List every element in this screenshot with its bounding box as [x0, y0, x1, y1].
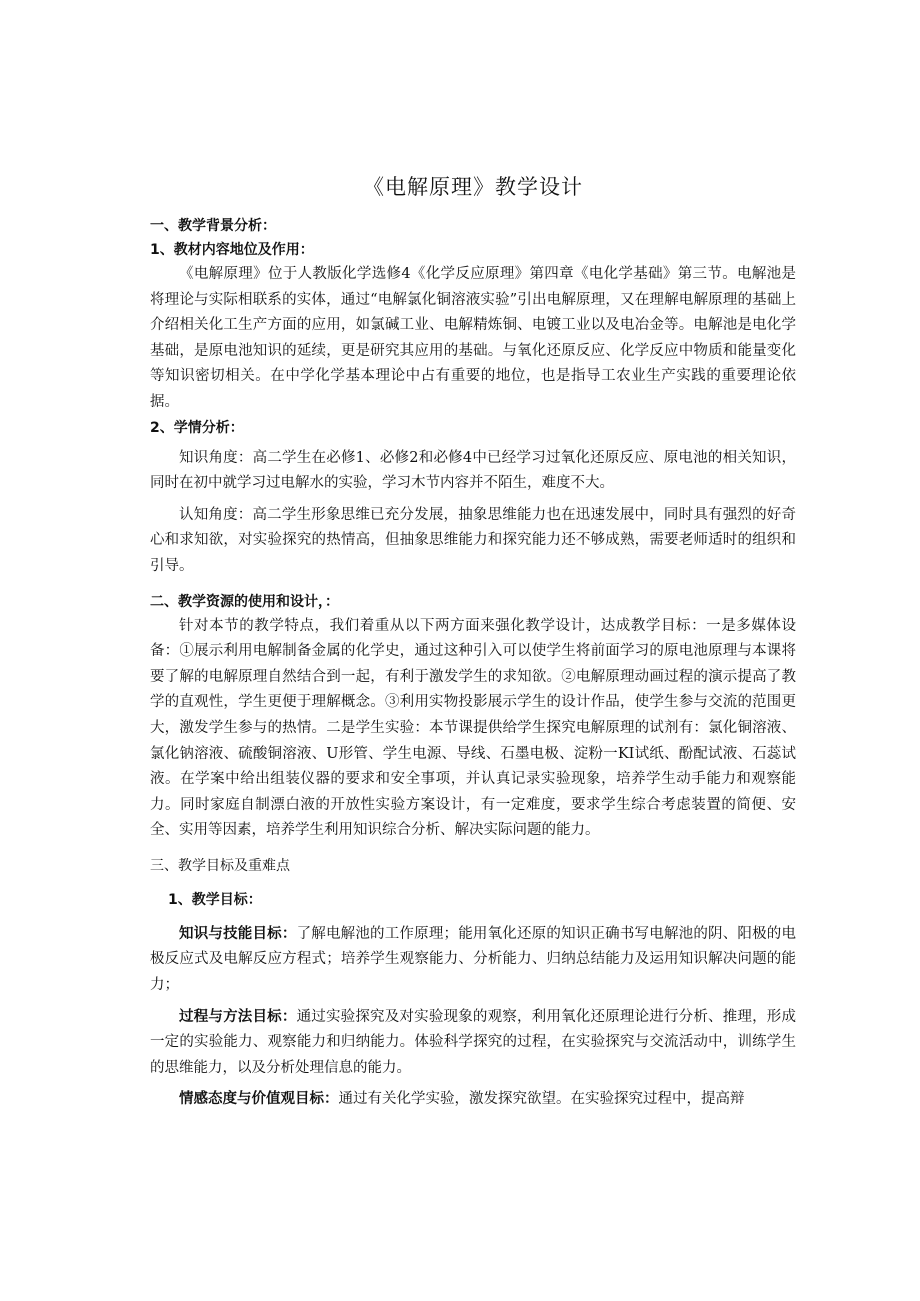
paragraph-goal-knowledge: [150, 922, 796, 999]
document-page: [150, 172, 796, 1113]
paragraph-textbook-role: 《电解原理》位于人教版化学选修4《化学反应原理》第四章《电化学基础》第三节。电解池是将理论与实际相联系的实体，通过“电解氯化铜溶液实验”引出电解原理，又在理解电解原理的基础上介绍相关化工生产方面的应用，如氯碱工业、电解精炼铜、电镀工业以及电冶金等。电解池是电化学基础，是原电池知识的延续，更是研究其应用的基础。与氧化还原反应、化学反应中物质和能量变化等知识密切相关。在中学化学基本理论中占有重要的地位，也是指导工农业生产实践的重要理论依据。: [150, 266, 796, 410]
goal-label-emotion: 情感态度与价值观目标：: [179, 1091, 339, 1108]
goal-text-emotion: 通过有关化学实验，激发探究欲望。在实验探究过程中，提高辩: [338, 1091, 745, 1108]
document-title: 《电解原理》教学设计: [363, 175, 583, 199]
goal-text-knowledge: 了解电解池的工作原理；能用氧化还原的知识正确书写电解池的阴、阳极的电极反应式及电解反应方程式；培养学生观察能力、分析能力、归纳总结能力及运用知识解决问题的能力；: [150, 925, 796, 994]
section-heading-resources: 二、教学资源的使用和设计，：: [150, 593, 339, 610]
paragraph-goal-process: [150, 1005, 796, 1082]
subsection-heading-student-analysis: 2、学情分析：: [150, 419, 244, 436]
section-heading-background: 一、教学背景分析：: [150, 218, 276, 234]
paragraph-goal-emotion: [150, 1087, 796, 1113]
goal-label-process: 过程与方法目标：: [179, 1008, 297, 1025]
paragraph-knowledge-angle: 知识角度：高二学生在必修1、必修2和必修4中已经学习过氧化还原反应、原电池的相关知识，同时在初中就学习过电解水的实验，学习木节内容并不陌生，难度不大。: [150, 449, 796, 492]
goal-label-knowledge: 知识与技能目标：: [179, 925, 297, 942]
paragraph-resources: 针对本节的教学特点，我们着重从以下两方面来强化教学设计，达成教学目标：一是多媒体设备：①展示利用电解制备金属的化学史，通过这种引入可以使学生将前面学习的原电池原理与本课将要了解的电解原理自然结合到一起，有利于激发学生的求知欲。②电解原理动画过程的演示提高了教学的直观性，学生更便于理解概念。③利用实物投影展示学生的设计作品，使学生参与交流的范围更大，激发学生参与的热情。二是学生实验：本节课提供给学生探究电解原理的试剂有：氯化铜溶液、氯化钠溶液、硫酸铜溶液、U形管、学生电源、导线、石墨电极、淀粉一KI试纸、酚配试液、石蕊试液。在学案中给出组装仪器的要求和安全事项，并认真记录实验现象，培养学生动手能力和观察能力。同时家庭自制漂白液的开放性实验方案设计，有一定难度，要求学生综合考虑装置的简便、安全、实用等因素，培养学生利用知识综合分析、解决实际问题的能力。: [150, 617, 796, 839]
goal-text-process: 通过实验探究及对实验现象的观察，利用氧化还原理论进行分析、推理，形成一定的实验能力、观察能力和归纳能力。体验科学探究的过程，在实验探究与交流活动中，训练学生的思维能力，以及分析处理信息的能力。: [150, 1008, 796, 1076]
subsection-heading-teaching-goals: 1、教学目标：: [168, 891, 262, 908]
section-heading-goals: 三、教学目标及重难点: [150, 857, 290, 874]
subsection-heading-textbook-role: 1、教材内容地位及作用：: [150, 242, 314, 258]
paragraph-cognition-angle: 认知角度：高二学生形象思维已充分发展，抽象思维能力也在迅速发展中，同时具有强烈的好奇心和求知欲，对实验探究的热情高，但抽象思维能力和探究能力还不够成熟，需要老师适时的组织和引导。: [150, 506, 796, 574]
